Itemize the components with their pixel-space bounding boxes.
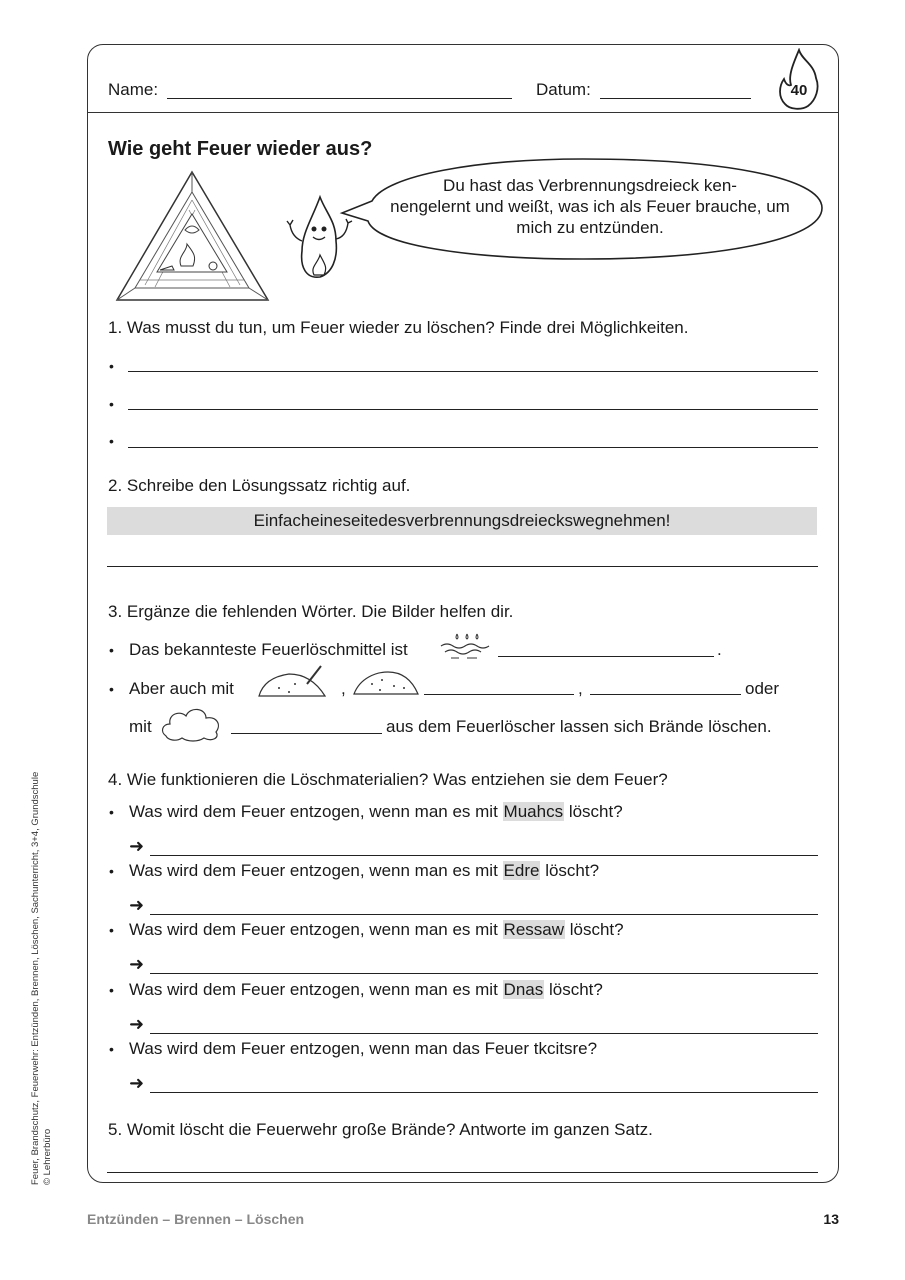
- q4-suffix: löscht?: [568, 802, 623, 821]
- page-title: Wie geht Feuer wieder aus?: [108, 138, 373, 160]
- arrow-icon: ➜: [129, 836, 145, 856]
- sand-pile-icon: [350, 664, 422, 700]
- question-5: 5. Womit löscht die Feuerwehr große Brände? Antworte im ganzen Satz.: [108, 1120, 653, 1139]
- side-copyright: [30, 772, 54, 1185]
- q3-line2-start: Aber auch mit: [129, 679, 234, 698]
- answer-line-2[interactable]: [107, 566, 818, 567]
- arrow-icon: ➜: [129, 954, 145, 974]
- q3-line3-start: mit: [129, 717, 152, 736]
- name-field[interactable]: [167, 98, 512, 99]
- q4-suffix: löscht?: [569, 920, 624, 939]
- date-field[interactable]: [600, 98, 751, 99]
- q4-question: [129, 920, 624, 940]
- answer-line-4d[interactable]: [150, 1033, 818, 1034]
- q4-question: [129, 861, 599, 881]
- answer-line-1c[interactable]: [128, 447, 818, 448]
- bullet: •: [109, 396, 114, 412]
- scrambled-word: Edre: [503, 861, 540, 880]
- bullet: •: [109, 804, 114, 820]
- bullet: •: [109, 982, 114, 998]
- arrow-icon: ➜: [129, 1014, 145, 1034]
- q3-line1-end: .: [717, 640, 722, 659]
- answer-line-1a[interactable]: [128, 371, 818, 372]
- question-3: 3. Ergänze die fehlenden Wörter. Die Bilder helfen dir.: [108, 602, 514, 621]
- blank-sand[interactable]: [590, 694, 741, 695]
- q3-line2-end: oder: [745, 679, 780, 698]
- date-label: Datum:: [536, 80, 591, 99]
- q4-prefix: Was wird dem Feuer entzogen, wenn man es mit: [129, 980, 498, 999]
- question-4: 4. Wie funktionieren die Löschmaterialien? Was entziehen sie dem Feuer?: [108, 770, 668, 789]
- q3-line3-end: aus dem Feuerlöscher lassen sich Brände löschen.: [386, 717, 772, 736]
- arrow-icon: ➜: [129, 895, 145, 915]
- header-divider: [88, 112, 838, 113]
- scrambled-word: Ressaw: [503, 920, 565, 939]
- q4-question: [129, 980, 603, 1000]
- fire-triangle-illustration: [115, 170, 270, 302]
- q4-suffix: löscht?: [548, 980, 603, 999]
- blank-foam[interactable]: [231, 733, 382, 734]
- q4-question: [129, 802, 623, 822]
- q4-prefix: Was wird dem Feuer entzogen, wenn man es mit: [129, 920, 498, 939]
- bullet: •: [109, 922, 114, 938]
- q4-suffix: löscht?: [545, 861, 600, 880]
- q4-prefix: Was wird dem Feuer entzogen, wenn man es mit: [129, 861, 498, 880]
- speech-bubble-text: [375, 175, 805, 238]
- foam-cloud-icon: [158, 702, 226, 744]
- question-1: 1. Was musst du tun, um Feuer wieder zu löschen? Finde drei Möglichkeiten.: [108, 318, 689, 337]
- question-2: 2. Schreibe den Lösungssatz richtig auf.: [108, 476, 411, 495]
- soil-shovel-icon: [255, 662, 335, 702]
- answer-line-4a[interactable]: [150, 855, 818, 856]
- water-icon: [437, 632, 495, 662]
- scrambled-word: Muahcs: [503, 802, 564, 821]
- answer-line-1b[interactable]: [128, 409, 818, 410]
- bullet: •: [109, 358, 114, 374]
- arrow-icon: ➜: [129, 1073, 145, 1093]
- answer-line-4b[interactable]: [150, 914, 818, 915]
- blank-water[interactable]: [498, 656, 714, 657]
- q3-line1-text: Das bekannteste Feuerlöschmittel ist: [129, 640, 408, 659]
- comma: ,: [578, 679, 583, 698]
- speech-line-3: mich zu entzünden.: [516, 218, 664, 237]
- answer-line-5[interactable]: [107, 1172, 818, 1173]
- name-label: Name:: [108, 80, 159, 99]
- blank-soil[interactable]: [424, 694, 574, 695]
- bullet: •: [109, 681, 114, 697]
- scrambled-word: Dnas: [503, 980, 544, 999]
- bullet: •: [109, 863, 114, 879]
- q4-prefix: Was wird dem Feuer entzogen, wenn man es mit: [129, 802, 498, 821]
- speech-line-1: Du hast das Verbrennungsdreieck ken-: [443, 176, 737, 195]
- answer-line-4e[interactable]: [150, 1092, 818, 1093]
- speech-line-2: nengelernt und weißt, was ich als Feuer brauche, um: [390, 197, 790, 216]
- bullet: •: [109, 1041, 114, 1057]
- page-badge: 40: [790, 82, 808, 99]
- footer-title: Entzünden – Brennen – Löschen: [87, 1211, 305, 1227]
- side-line-1: Feuer, Brandschutz, Feuerwehr: Entzünden, Brennen, Löschen, Sachunterricht, 3+4, Grundschule: [30, 771, 41, 1185]
- bullet: •: [109, 433, 114, 449]
- flame-icon: [776, 48, 822, 110]
- q4-last-question: Was wird dem Feuer entzogen, wenn man das Feuer tkcitsre?: [129, 1039, 598, 1058]
- bullet: •: [109, 642, 114, 658]
- comma: ,: [341, 679, 346, 698]
- side-line-2: © Lehrerbüro: [42, 1128, 53, 1185]
- scrambled-sentence: Einfacheineseitedesverbrennungsdreieckswegnehmen!: [107, 507, 817, 535]
- answer-line-4c[interactable]: [150, 973, 818, 974]
- footer-page-number: 13: [823, 1211, 839, 1227]
